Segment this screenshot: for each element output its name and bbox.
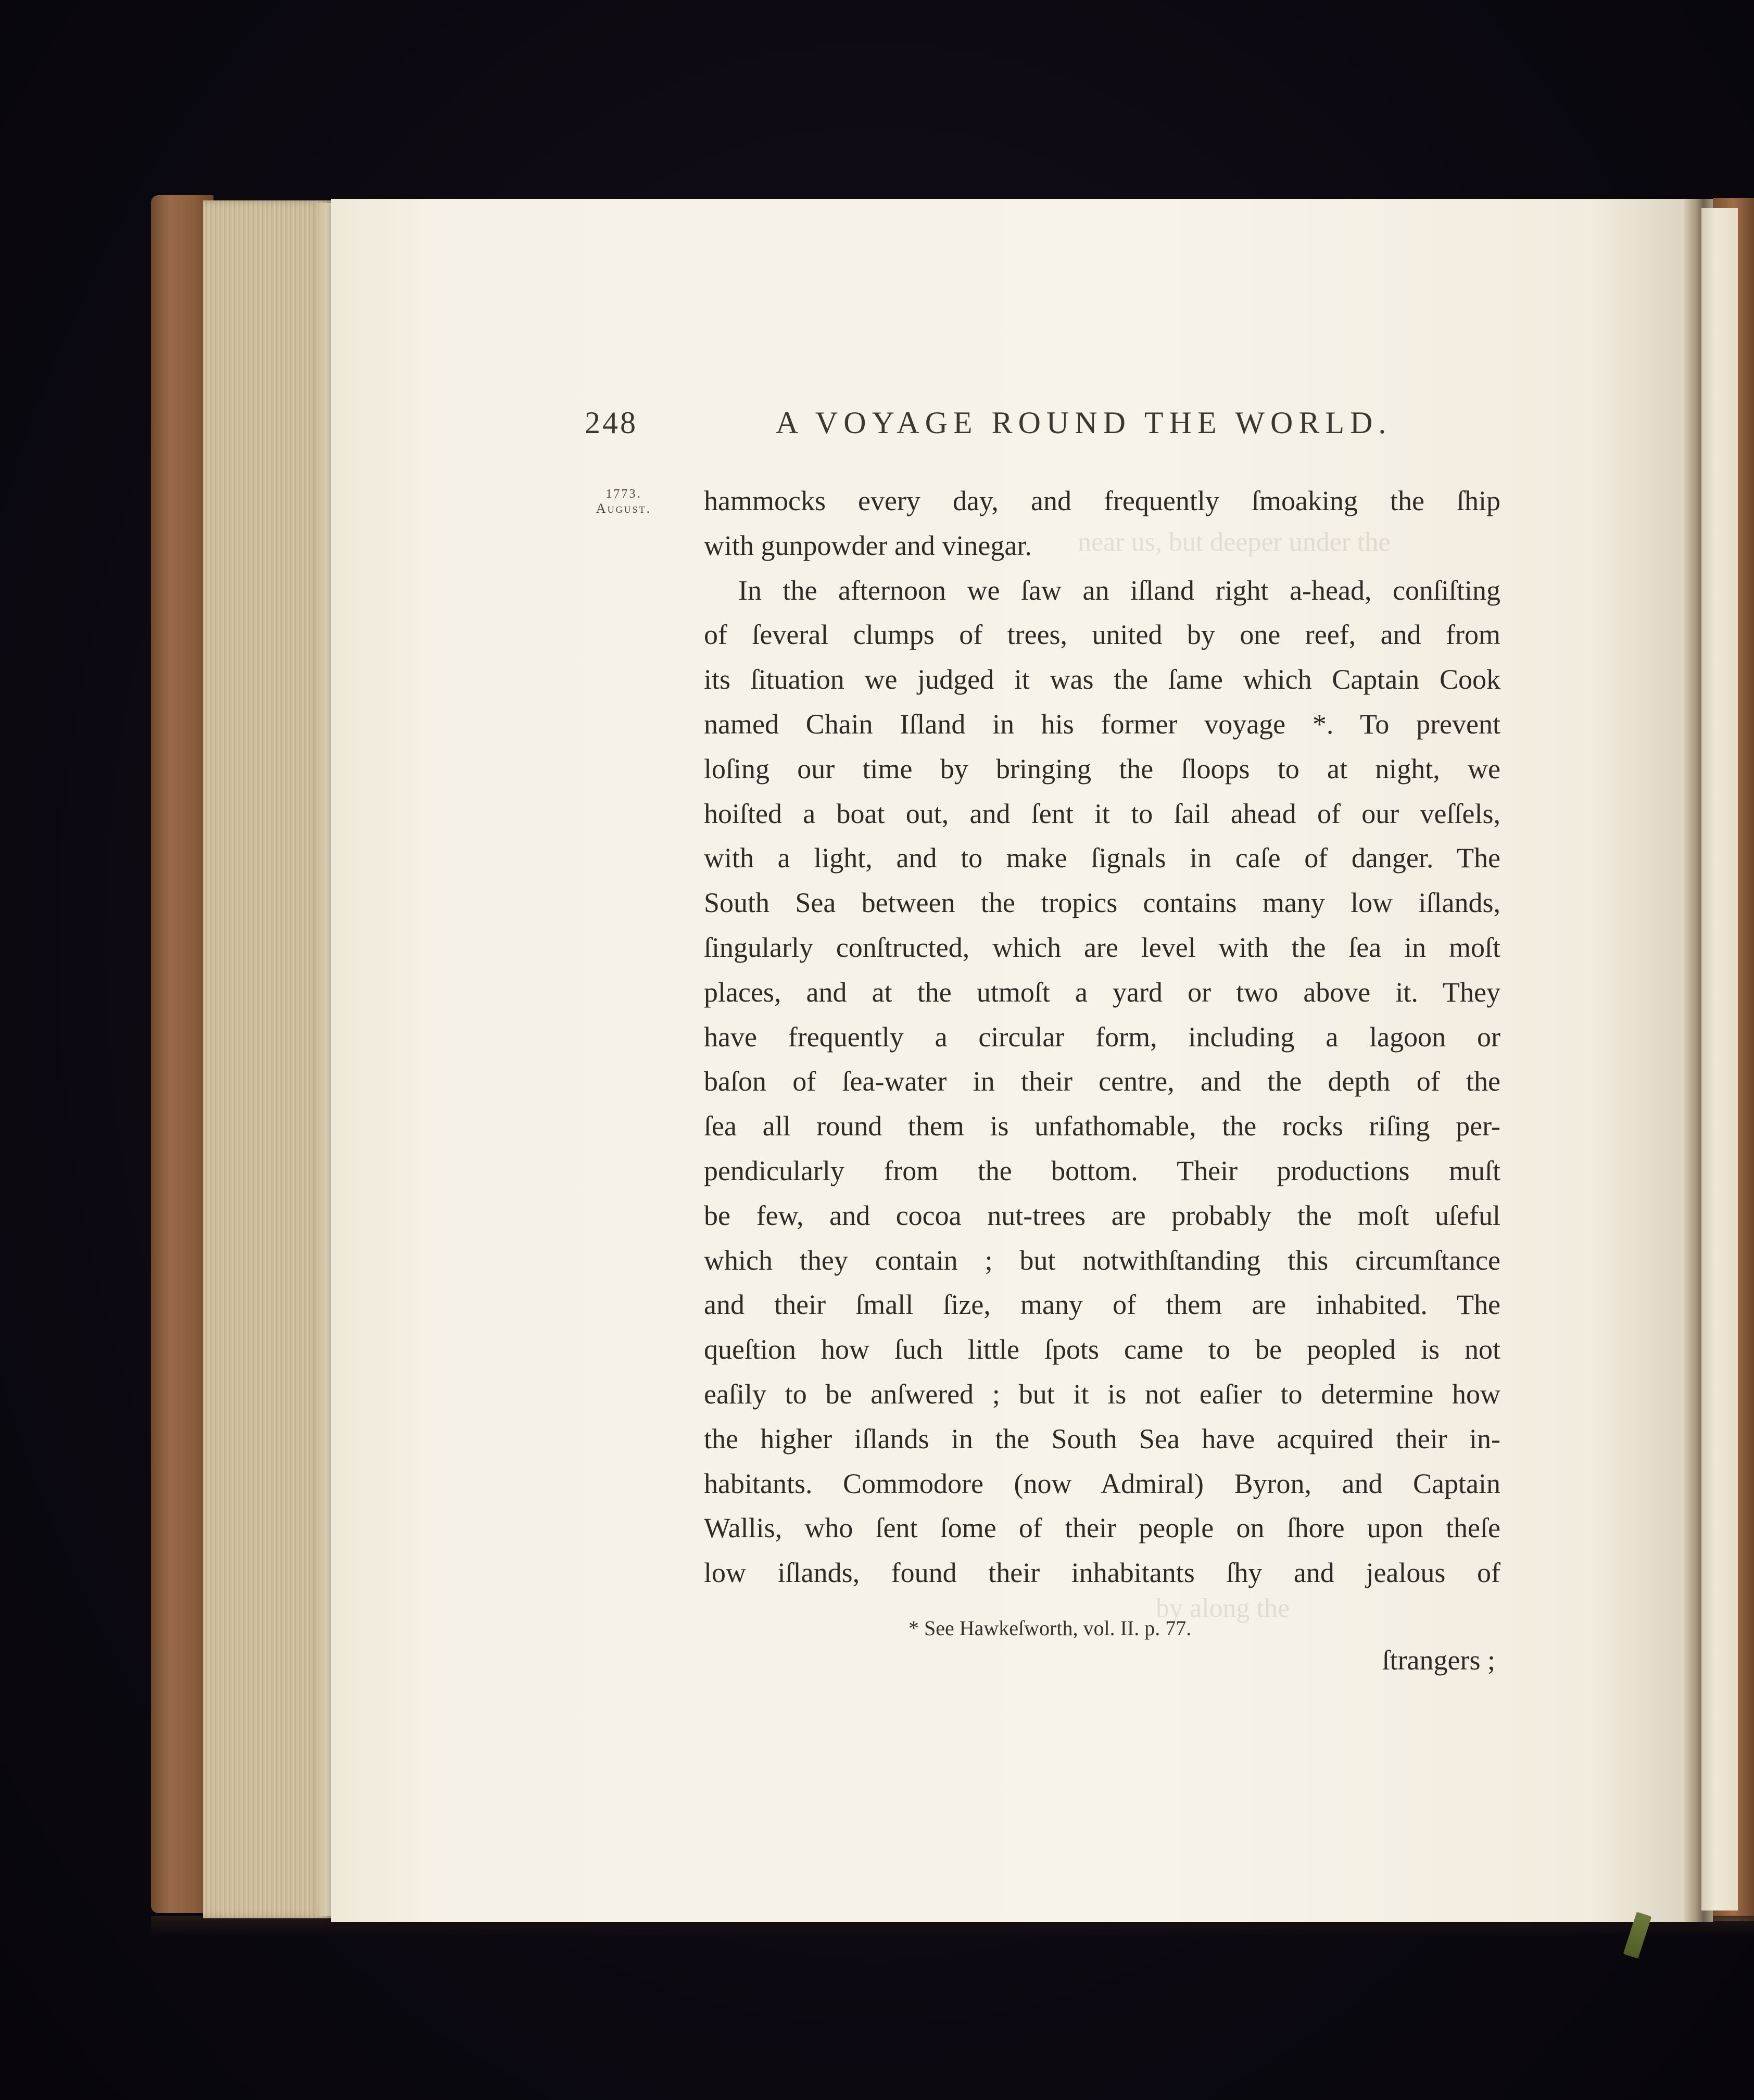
text-line: be few, and cocoa nut-trees are probably the moſt uſeful xyxy=(704,1199,1500,1231)
text-line: loſing our time by bringing the ſloops to at night, we xyxy=(704,753,1500,785)
text-line: low iſlands, found their inhabitants ſhy and jealous of xyxy=(704,1557,1500,1589)
margin-year: 1773. xyxy=(605,487,642,501)
page-edges-highlight xyxy=(312,203,333,1916)
text-line: places, and at the utmoſt a yard or two above it. They xyxy=(704,976,1500,1008)
text-line: pendicularly from the bottom. Their productions muſt xyxy=(704,1155,1500,1186)
margin-month: August. xyxy=(596,501,652,516)
text-line: South Sea between the tropics contains many low iſlands, xyxy=(704,887,1500,919)
text-line: baſon of ſea-water in their centre, and the depth of the xyxy=(704,1066,1500,1097)
text-line: the higher iſlands in the South Sea have acquired their in- xyxy=(704,1423,1500,1454)
text-line: and their ſmall ſize, many of them are inhabited. The xyxy=(704,1289,1500,1321)
text-line: ſingularly conſtructed, which are level with the ſea in moſt xyxy=(704,931,1500,963)
show-through-text: near us, but deeper under the xyxy=(1078,527,1391,557)
text-line: which they contain ; but notwithſtanding this circumſtance xyxy=(704,1244,1500,1276)
text-line: habitants. Commodore (now Admiral) Byron, and Captain xyxy=(704,1468,1500,1499)
facing-page-edge xyxy=(1701,208,1738,1911)
text-line: hoiſted a boat out, and ſent it to ſail ahead of our veſſels, xyxy=(704,798,1500,829)
text-line: with gunpowder and vinegar. xyxy=(704,529,1032,561)
text-line: Wallis, who ſent ſome of their people on ſhore upon theſe xyxy=(704,1512,1500,1544)
text-line: have frequently a circular form, including a lagoon or xyxy=(704,1021,1500,1053)
text-line: its ſituation we judged it was the ſame which Captain Cook xyxy=(704,664,1500,695)
text-line: of ſeveral clumps of trees, united by one reef, and from xyxy=(704,619,1500,651)
text-line: hammocks every day, and frequently ſmoaking the ſhip xyxy=(704,485,1500,516)
text-line: In the afternoon we ſaw an iſland right a-head, conſiſting xyxy=(738,574,1500,606)
text-line: named Chain Iſland in his former voyage *. To prevent xyxy=(704,708,1500,740)
text-line: ſea all round them is unfathomable, the rocks riſing per- xyxy=(704,1110,1500,1142)
body-text xyxy=(704,479,1500,1596)
text-line: with a light, and to make ſignals in caſe of danger. The xyxy=(704,842,1500,874)
running-head: A VOYAGE ROUND THE WORLD. xyxy=(776,406,1392,440)
page-number: 248 xyxy=(585,406,638,440)
show-through-text: by along the xyxy=(1156,1593,1290,1623)
footnote: * See Hawkeſworth, vol. II. p. 77. xyxy=(908,1616,1192,1640)
text-line: queſtion how ſuch little ſpots came to be peopled is not xyxy=(704,1334,1500,1365)
margin-date-note xyxy=(587,487,660,516)
catchword: ſtrangers ; xyxy=(1382,1644,1495,1676)
text-line: eaſily to be anſwered ; but it is not eaſier to determine how xyxy=(704,1378,1500,1410)
